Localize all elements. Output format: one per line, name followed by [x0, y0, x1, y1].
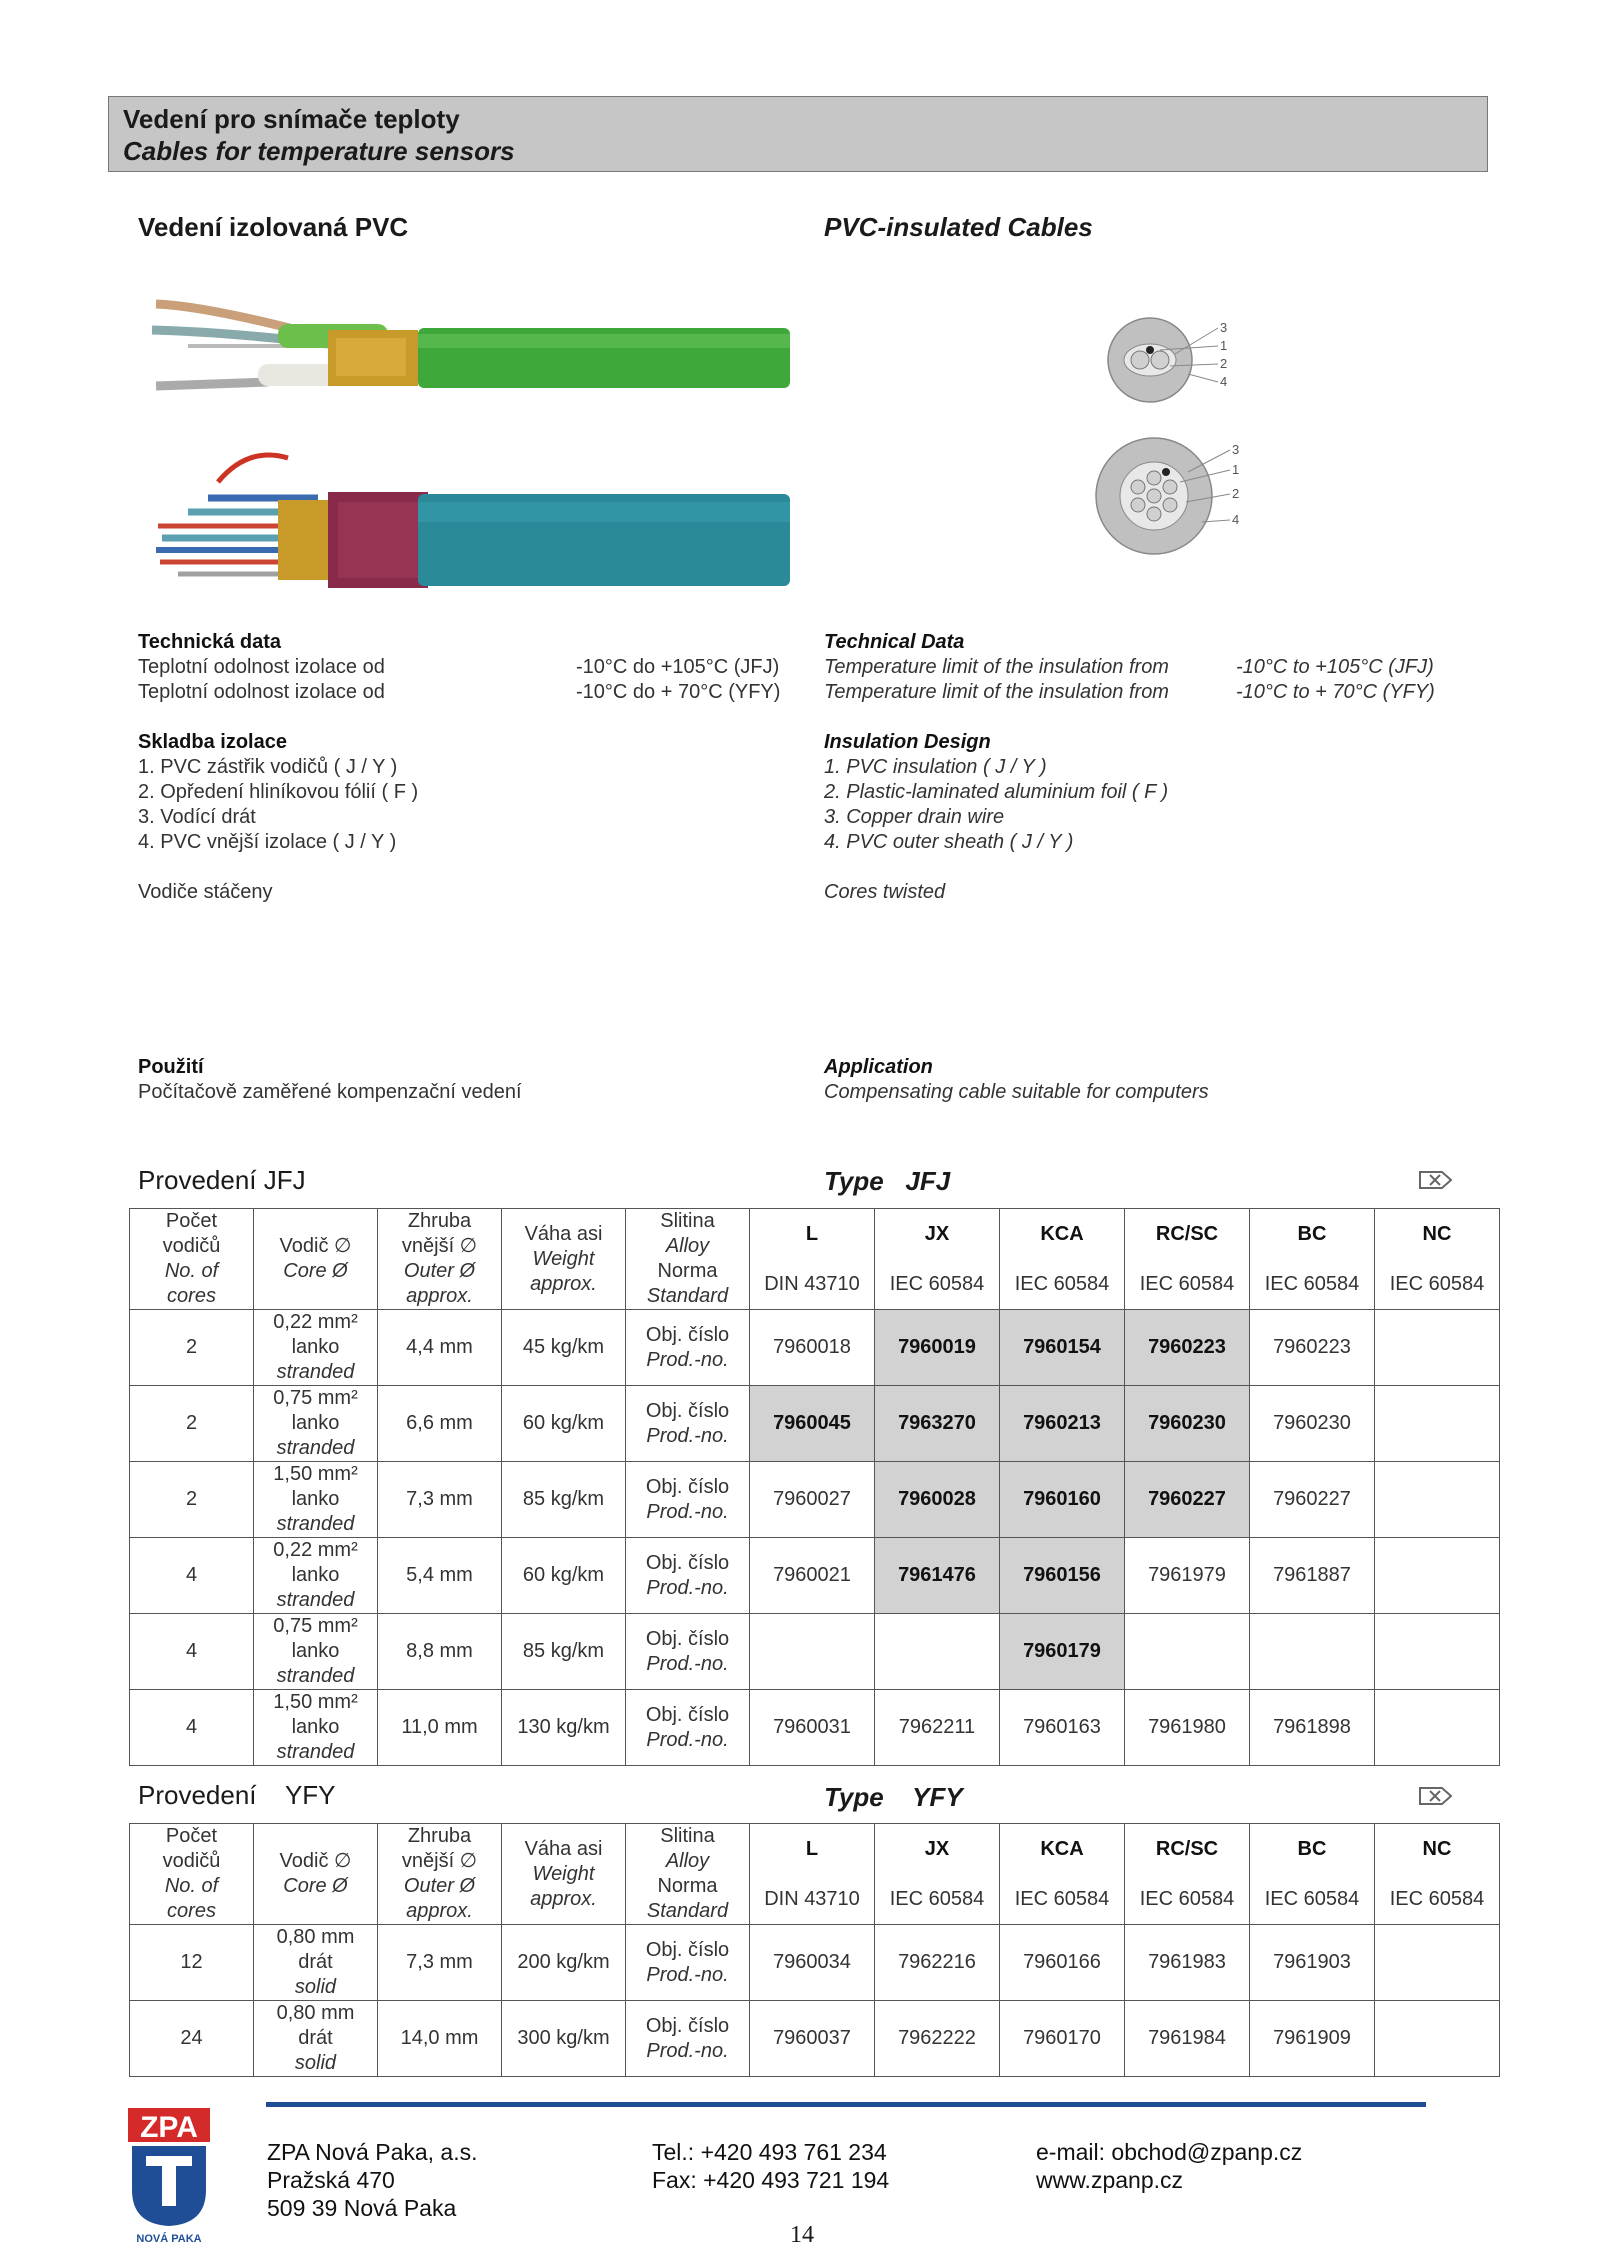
cell-prod-number — [1125, 1614, 1250, 1690]
table-row — [130, 1614, 1500, 1690]
insulation-item-cz: 3. Vodící drát — [138, 806, 256, 828]
cable-photo-green — [148, 288, 798, 398]
tech-row1-label-cz: Teplotní odolnost izolace od — [138, 656, 385, 678]
cell-line: Prod.-no. — [646, 1652, 729, 1675]
diagram2-label-4: 4 — [1232, 512, 1240, 527]
page-header — [108, 96, 1488, 172]
cell-core — [254, 1925, 378, 2001]
cell-line: stranded — [276, 1437, 355, 1459]
cell-line: Norma — [657, 1875, 718, 1897]
cell-prod-number — [1375, 1614, 1500, 1690]
cell-prod-label — [626, 1310, 750, 1386]
section-title-cz: Vedení izolovaná PVC — [138, 212, 409, 242]
cell-line: Prod.-no. — [646, 1963, 729, 1986]
tech-row2-label-cz: Teplotní odolnost izolace od — [138, 681, 385, 703]
header-alloy — [626, 1824, 750, 1925]
insulation-heading-en: Insulation Design — [824, 731, 991, 753]
insulation-heading-cz: Skladba izolace — [138, 731, 287, 753]
cell-line: No. of — [164, 1875, 219, 1897]
cell-weight: 300 kg/km — [502, 2001, 626, 2077]
cell-prod-number — [1375, 2001, 1500, 2077]
tech-row2-label-en: Temperature limit of the insulation from — [824, 681, 1169, 703]
cell-line: Outer Ø — [403, 1260, 476, 1282]
cell-line: Slitina — [660, 1210, 715, 1232]
email-link[interactable]: e-mail: obchod@zpanp.cz — [1036, 2139, 1303, 2165]
cell-count: 2 — [130, 1386, 254, 1462]
table-row — [130, 1538, 1500, 1614]
cell-line: Norma — [657, 1260, 718, 1282]
cell-prod-number: 7961903 — [1250, 1925, 1375, 2001]
tech-row1-value-en: -10°C to +105°C (JFJ) — [1236, 656, 1434, 678]
cell-line: vnější ∅ — [401, 1850, 478, 1872]
tech-row2-value-cz: -10°C do + 70°C (YFY) — [576, 681, 781, 703]
cell-line: stranded — [276, 1513, 355, 1535]
cell-prod-number: 7961979 — [1125, 1538, 1250, 1614]
cell-line: drát — [298, 1951, 333, 1973]
cell-line: lanko — [291, 1640, 340, 1662]
cell-prod-label — [626, 1538, 750, 1614]
insulation-note-cz: Vodiče stáčeny — [138, 881, 273, 903]
yfy-title-en: Type YFY — [824, 1782, 963, 1812]
yfy-table — [129, 1823, 1500, 2077]
cell-outer: 7,3 mm — [378, 1462, 502, 1538]
cell-count: 4 — [130, 1690, 254, 1766]
cell-line: Obj. číslo — [645, 1703, 730, 1726]
cell-line: Core Ø — [283, 1875, 348, 1897]
cell-core — [254, 1310, 378, 1386]
yfy-title-cz: Provedení YFY — [138, 1780, 336, 1810]
cell-prod-number: 7961887 — [1250, 1538, 1375, 1614]
cell-core — [254, 1462, 378, 1538]
header-core — [254, 1209, 378, 1310]
header-type-1: JX — [875, 1209, 1000, 1260]
cell-line: 0,80 mm — [276, 1926, 355, 1948]
zpa-logo — [126, 2106, 212, 2246]
cell-outer: 11,0 mm — [378, 1690, 502, 1766]
cell-prod-number: 7960037 — [750, 2001, 875, 2077]
insulation-list-en — [824, 755, 1168, 855]
cell-count: 2 — [130, 1310, 254, 1386]
cell-prod-number: 7960018 — [750, 1310, 875, 1386]
cell-prod-number: 7960166 — [1000, 1925, 1125, 2001]
cell-weight: 130 kg/km — [502, 1690, 626, 1766]
web-link[interactable]: www.zpanp.cz — [1036, 2167, 1184, 2193]
cell-prod-number: 7960223 — [1250, 1310, 1375, 1386]
cell-line: vnější ∅ — [401, 1235, 478, 1257]
cell-prod-number — [1375, 1538, 1500, 1614]
header-alloy — [626, 1209, 750, 1310]
tech-row1-value-cz: -10°C do +105°C (JFJ) — [576, 656, 780, 678]
cell-outer: 14,0 mm — [378, 2001, 502, 2077]
cell-weight: 85 kg/km — [502, 1614, 626, 1690]
cell-prod-number: 7961476 — [875, 1538, 1000, 1614]
header-norm-3: IEC 60584 — [1125, 1874, 1250, 1925]
cell-line: Váha asi — [524, 1837, 603, 1860]
cell-line: Zhruba — [407, 1210, 472, 1232]
header-norm-5: IEC 60584 — [1375, 1874, 1500, 1925]
footer-phone — [652, 2138, 889, 2194]
cell-line: No. of — [164, 1260, 219, 1282]
table-row — [130, 1386, 1500, 1462]
cell-prod-number: 7960213 — [1000, 1386, 1125, 1462]
cell-prod-number — [1375, 1386, 1500, 1462]
header-norm-1: IEC 60584 — [875, 1874, 1000, 1925]
cell-prod-number — [750, 1614, 875, 1690]
cell-line: Prod.-no. — [646, 1576, 729, 1599]
cell-line: drát — [298, 2027, 333, 2049]
header-type-3: RC/SC — [1125, 1824, 1250, 1875]
insulation-item-en: 4. PVC outer sheath ( J / Y ) — [824, 831, 1074, 853]
header-type-2: KCA — [1000, 1209, 1125, 1260]
cell-line: lanko — [291, 1488, 340, 1510]
cell-outer: 7,3 mm — [378, 1925, 502, 2001]
cell-prod-number: 7961984 — [1125, 2001, 1250, 2077]
cell-line: 1,50 mm² — [273, 1463, 358, 1485]
cell-prod-number: 7960160 — [1000, 1462, 1125, 1538]
cell-line: lanko — [291, 1412, 340, 1434]
cell-line: cores — [167, 1900, 216, 1922]
cell-line: Weight — [532, 1247, 595, 1270]
application-text-cz: Počítačově zaměřené kompenzační vedení — [138, 1081, 522, 1103]
cell-line: Obj. číslo — [645, 1399, 730, 1422]
cell-line: 0,75 mm² — [273, 1615, 358, 1637]
header-count — [130, 1209, 254, 1310]
header-core — [254, 1824, 378, 1925]
diagram1-label-3: 3 — [1220, 320, 1228, 335]
cell-line: Počet — [165, 1825, 218, 1847]
cell-prod-number: 7960223 — [1125, 1310, 1250, 1386]
cell-prod-number: 7960019 — [875, 1310, 1000, 1386]
cell-core — [254, 1538, 378, 1614]
cell-prod-number: 7960179 — [1000, 1614, 1125, 1690]
cell-prod-number: 7960045 — [750, 1386, 875, 1462]
cell-line: 0,80 mm — [276, 2002, 355, 2024]
jfj-title-en: Type JFJ — [824, 1166, 951, 1196]
header-type-0: L — [750, 1209, 875, 1260]
header-type-0: L — [750, 1824, 875, 1875]
fax: Fax: +420 493 721 194 — [652, 2167, 890, 2193]
page-number: 14 — [790, 2222, 814, 2248]
table-row — [130, 1462, 1500, 1538]
tech-heading-cz: Technická data — [138, 631, 282, 653]
cell-line: Prod.-no. — [646, 1424, 729, 1447]
cell-core — [254, 1386, 378, 1462]
header-norm-1: IEC 60584 — [875, 1259, 1000, 1310]
cell-line: lanko — [291, 1716, 340, 1738]
cell-line: Prod.-no. — [646, 1348, 729, 1371]
cell-line: Obj. číslo — [645, 1551, 730, 1574]
tech-row2-value-en: -10°C to + 70°C (YFY) — [1236, 681, 1435, 703]
cell-line: approx. — [530, 1272, 597, 1295]
cell-line: Slitina — [660, 1825, 715, 1847]
cell-line: Core Ø — [283, 1260, 348, 1282]
cell-count: 4 — [130, 1538, 254, 1614]
cell-prod-number: 7960154 — [1000, 1310, 1125, 1386]
cable-symbol-icon — [1418, 1168, 1454, 1192]
cell-line: lanko — [291, 1564, 340, 1586]
application-text-en: Compensating cable suitable for computers — [824, 1081, 1209, 1103]
cell-prod-label — [626, 1925, 750, 2001]
cell-prod-number: 7960027 — [750, 1462, 875, 1538]
cell-prod-number: 7960227 — [1250, 1462, 1375, 1538]
section-title-en: PVC-insulated Cables — [824, 212, 1093, 242]
cell-line: Vodič ∅ — [279, 1235, 352, 1257]
cell-prod-number: 7960028 — [875, 1462, 1000, 1538]
cell-prod-number: 7962216 — [875, 1925, 1000, 2001]
cell-count: 2 — [130, 1462, 254, 1538]
tech-row1-label-en: Temperature limit of the insulation from — [824, 656, 1169, 678]
logo-text-nova-paka: NOVÁ PAKA — [136, 2233, 202, 2245]
cell-line: 0,22 mm² — [273, 1311, 358, 1333]
cell-prod-number: 7960031 — [750, 1690, 875, 1766]
cross-section-2core-diagram — [1090, 310, 1240, 420]
cell-prod-number: 7960021 — [750, 1538, 875, 1614]
cell-prod-number: 7960156 — [1000, 1538, 1125, 1614]
footer-address — [267, 2138, 478, 2222]
header-type-5: NC — [1375, 1824, 1500, 1875]
header-type-1: JX — [875, 1824, 1000, 1875]
header-outer — [378, 1209, 502, 1310]
cell-prod-label — [626, 1386, 750, 1462]
header-outer — [378, 1824, 502, 1925]
cell-prod-number: 7960034 — [750, 1925, 875, 2001]
cell-prod-number: 7960227 — [1125, 1462, 1250, 1538]
header-weight — [502, 1824, 626, 1925]
cell-line: Obj. číslo — [645, 1627, 730, 1650]
cell-prod-label — [626, 1462, 750, 1538]
diagram1-label-1: 1 — [1220, 338, 1228, 353]
cell-prod-number — [1250, 1614, 1375, 1690]
cell-line: approx. — [406, 1285, 473, 1307]
header-weight — [502, 1209, 626, 1310]
cell-line: Obj. číslo — [645, 2014, 730, 2037]
application-heading-en: Application — [824, 1056, 933, 1078]
cell-prod-label — [626, 2001, 750, 2077]
footer-divider — [266, 2102, 1426, 2107]
header-norm-0: DIN 43710 — [750, 1874, 875, 1925]
cell-core — [254, 1690, 378, 1766]
insulation-note-en: Cores twisted — [824, 881, 946, 903]
table-row — [130, 2001, 1500, 2077]
header-norm-0: DIN 43710 — [750, 1259, 875, 1310]
cell-line: stranded — [276, 1741, 355, 1763]
cell-line: Weight — [532, 1862, 595, 1885]
cell-outer: 4,4 mm — [378, 1310, 502, 1386]
diagram2-label-1: 1 — [1232, 462, 1240, 477]
cell-count: 12 — [130, 1925, 254, 2001]
insulation-list-cz — [138, 755, 418, 855]
header-norm-3: IEC 60584 — [1125, 1259, 1250, 1310]
header-type-5: NC — [1375, 1209, 1500, 1260]
insulation-item-en: 3. Copper drain wire — [824, 806, 1005, 828]
insulation-item-en: 2. Plastic-laminated aluminium foil ( F ) — [824, 781, 1169, 803]
cell-weight: 85 kg/km — [502, 1462, 626, 1538]
cell-line: Obj. číslo — [645, 1323, 730, 1346]
cell-prod-number — [875, 1614, 1000, 1690]
cell-line: Outer Ø — [403, 1875, 476, 1897]
application-heading-cz: Použití — [138, 1056, 204, 1078]
insulation-item-cz: 1. PVC zástřik vodičů ( J / Y ) — [138, 756, 398, 778]
cell-core — [254, 1614, 378, 1690]
cell-prod-number — [1375, 1690, 1500, 1766]
cell-prod-number — [1375, 1462, 1500, 1538]
table-row — [130, 1690, 1500, 1766]
diagram2-label-3: 3 — [1232, 442, 1240, 457]
cell-prod-number: 7960170 — [1000, 2001, 1125, 2077]
insulation-item-cz: 4. PVC vnější izolace ( J / Y ) — [138, 831, 397, 853]
cell-prod-number: 7961983 — [1125, 1925, 1250, 2001]
header-norm-4: IEC 60584 — [1250, 1259, 1375, 1310]
cell-line: Váha asi — [524, 1222, 603, 1245]
cell-prod-number: 7961898 — [1250, 1690, 1375, 1766]
table-row — [130, 1310, 1500, 1386]
cell-weight: 45 kg/km — [502, 1310, 626, 1386]
jfj-table — [129, 1208, 1500, 1766]
cell-line: Standard — [646, 1900, 729, 1922]
cell-line: stranded — [276, 1589, 355, 1611]
cell-line: stranded — [276, 1361, 355, 1383]
cell-weight: 200 kg/km — [502, 1925, 626, 2001]
cell-line: 0,22 mm² — [273, 1539, 358, 1561]
cell-line: Alloy — [665, 1235, 710, 1257]
diagram2-label-2: 2 — [1232, 486, 1240, 501]
cell-line: Vodič ∅ — [279, 1850, 352, 1872]
header-norm-5: IEC 60584 — [1375, 1259, 1500, 1310]
cell-prod-number: 7960230 — [1250, 1386, 1375, 1462]
cell-line: Obj. číslo — [645, 1475, 730, 1498]
cell-prod-number: 7962222 — [875, 2001, 1000, 2077]
cell-outer: 5,4 mm — [378, 1538, 502, 1614]
header-title-en: Cables for temperature sensors — [123, 136, 515, 166]
cell-line: cores — [167, 1285, 216, 1307]
cell-core — [254, 2001, 378, 2077]
diagram1-label-2: 2 — [1220, 356, 1228, 371]
cell-prod-number: 7962211 — [875, 1690, 1000, 1766]
cell-line: approx. — [406, 1900, 473, 1922]
cell-outer: 6,6 mm — [378, 1386, 502, 1462]
cell-prod-number: 7960230 — [1125, 1386, 1250, 1462]
cell-prod-label — [626, 1690, 750, 1766]
table-header-row — [130, 1824, 1500, 1875]
cell-line: Zhruba — [407, 1825, 472, 1847]
jfj-title-cz: Provedení JFJ — [138, 1165, 306, 1195]
table-header-row — [130, 1209, 1500, 1260]
header-type-3: RC/SC — [1125, 1209, 1250, 1260]
header-title-cz: Vedení pro snímače teploty — [123, 104, 460, 134]
cell-line: 1,50 mm² — [273, 1691, 358, 1713]
cell-line: vodičů — [162, 1850, 221, 1872]
cell-line: vodičů — [162, 1235, 221, 1257]
cable-symbol-icon — [1418, 1784, 1454, 1808]
header-count — [130, 1824, 254, 1925]
cell-line: Obj. číslo — [645, 1938, 730, 1961]
company-name: ZPA Nová Paka, a.s. — [267, 2139, 478, 2165]
cell-outer: 8,8 mm — [378, 1614, 502, 1690]
cell-line: lanko — [291, 1336, 340, 1358]
cell-line: Počet — [165, 1210, 218, 1232]
cell-line: 0,75 mm² — [273, 1387, 358, 1409]
cell-prod-number: 7963270 — [875, 1386, 1000, 1462]
cell-line: Standard — [646, 1285, 729, 1307]
cross-section-multicore-diagram — [1090, 432, 1250, 562]
header-type-2: KCA — [1000, 1824, 1125, 1875]
cell-line: Prod.-no. — [646, 1500, 729, 1523]
header-norm-2: IEC 60584 — [1000, 1259, 1125, 1310]
tel: Tel.: +420 493 761 234 — [652, 2139, 887, 2165]
table-row — [130, 1925, 1500, 2001]
company-city: 509 39 Nová Paka — [267, 2195, 457, 2221]
cable-photo-teal — [148, 446, 798, 596]
cell-line: solid — [294, 2052, 337, 2074]
cell-prod-number — [1375, 1925, 1500, 2001]
cell-prod-number — [1375, 1310, 1500, 1386]
insulation-item-cz: 2. Opředení hliníkovou fólií ( F ) — [138, 781, 419, 803]
cell-count: 24 — [130, 2001, 254, 2077]
cell-line: Prod.-no. — [646, 2039, 729, 2062]
cell-prod-number: 7961909 — [1250, 2001, 1375, 2077]
cell-line: Prod.-no. — [646, 1728, 729, 1751]
header-type-4: BC — [1250, 1824, 1375, 1875]
company-street: Pražská 470 — [267, 2167, 395, 2193]
diagram1-label-4: 4 — [1220, 374, 1228, 389]
cell-line: solid — [294, 1976, 337, 1998]
cell-prod-number: 7961980 — [1125, 1690, 1250, 1766]
cell-prod-label — [626, 1614, 750, 1690]
header-type-4: BC — [1250, 1209, 1375, 1260]
cell-line: Alloy — [665, 1850, 710, 1872]
logo-text-zpa: ZPA — [140, 2111, 198, 2144]
tech-heading-en: Technical Data — [824, 631, 965, 653]
cell-weight: 60 kg/km — [502, 1538, 626, 1614]
header-norm-4: IEC 60584 — [1250, 1874, 1375, 1925]
header-norm-2: IEC 60584 — [1000, 1874, 1125, 1925]
cell-line: approx. — [530, 1887, 597, 1910]
cell-weight: 60 kg/km — [502, 1386, 626, 1462]
cell-line: stranded — [276, 1665, 355, 1687]
insulation-item-en: 1. PVC insulation ( J / Y ) — [824, 756, 1047, 778]
cell-count: 4 — [130, 1614, 254, 1690]
footer-contact — [1036, 2138, 1302, 2194]
cell-prod-number: 7960163 — [1000, 1690, 1125, 1766]
